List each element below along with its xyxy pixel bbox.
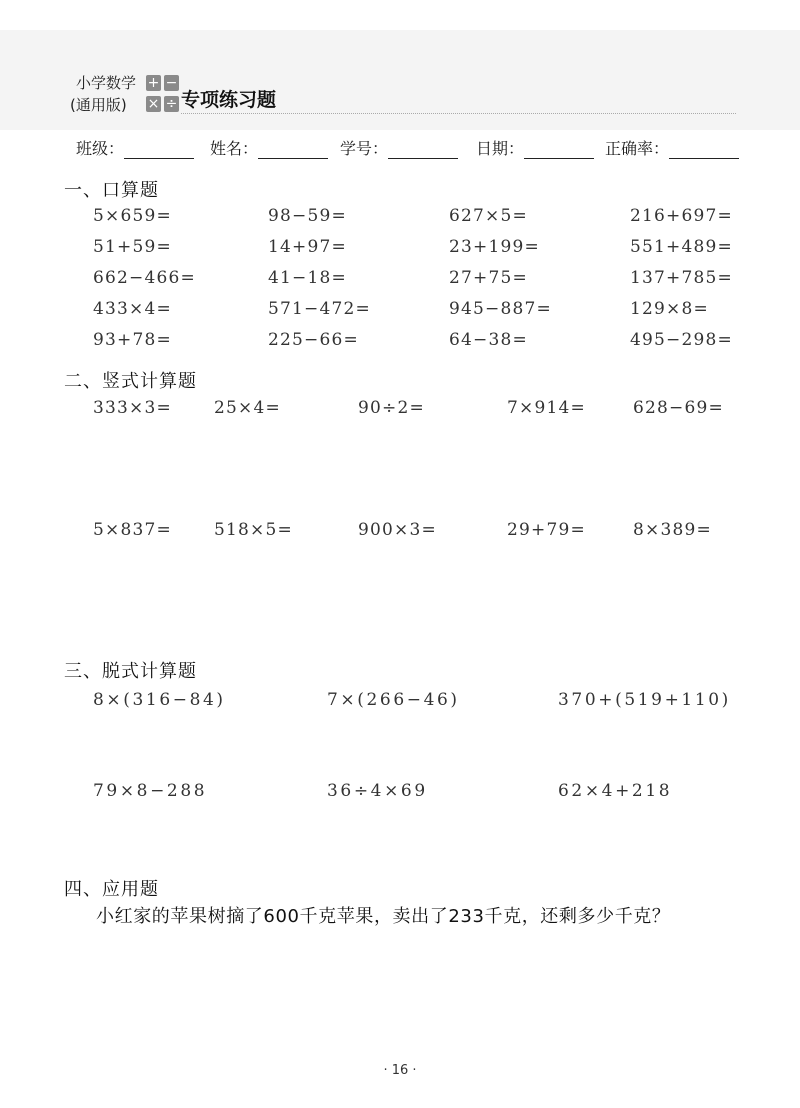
- oral-problem: 627×5=: [449, 206, 528, 226]
- section-heading-word: 四、应用题: [64, 879, 159, 900]
- oral-problem: 225−66=: [268, 330, 359, 350]
- header-divider: [181, 113, 736, 114]
- accuracy-label: 正确率：: [605, 139, 670, 158]
- oral-problem: 93+78=: [93, 330, 172, 350]
- vertical-problem: 518×5=: [214, 520, 293, 540]
- student-info-row: [0, 136, 800, 158]
- vertical-problem: 25×4=: [214, 398, 281, 418]
- vertical-problem: 7×914=: [507, 398, 586, 418]
- section-heading-oral: 一、口算题: [64, 180, 159, 201]
- section-heading-vertical: 二、竖式计算题: [64, 371, 197, 392]
- oral-problem: 14+97=: [268, 237, 347, 257]
- oral-problem: 5×659=: [93, 206, 172, 226]
- oral-problem: 41−18=: [268, 268, 347, 288]
- student-id-blank[interactable]: [388, 142, 458, 159]
- brand-subtitle: (通用版): [70, 96, 127, 114]
- oral-problem: 98−59=: [268, 206, 347, 226]
- series-title: 专项练习题: [181, 89, 277, 111]
- vertical-problem: 29+79=: [507, 520, 586, 540]
- oral-problem: 23+199=: [449, 237, 540, 257]
- operator-icons: [146, 75, 180, 115]
- oral-problem: 137+785=: [630, 268, 733, 288]
- class-blank[interactable]: [124, 142, 194, 159]
- vertical-problem: 333×3=: [93, 398, 172, 418]
- class-label: 班级：: [76, 139, 125, 158]
- stepwise-problem: 7×(266−46): [327, 690, 460, 710]
- brand-title: 小学数学: [76, 74, 137, 92]
- oral-problem: 571−472=: [268, 299, 371, 319]
- oral-problem: 27+75=: [449, 268, 528, 288]
- student-id-field[interactable]: [340, 136, 458, 159]
- vertical-problem: 900×3=: [358, 520, 437, 540]
- oral-problem: 433×4=: [93, 299, 172, 319]
- vertical-problem: 628−69=: [633, 398, 724, 418]
- vertical-problem: 5×837=: [93, 520, 172, 540]
- page-number: · 16 ·: [383, 1063, 417, 1078]
- multiply-icon: ×: [147, 96, 160, 112]
- minus-icon: −: [165, 75, 178, 91]
- oral-problem: 51+59=: [93, 237, 172, 257]
- oral-problem: 216+697=: [630, 206, 733, 226]
- stepwise-problem: 8×(316−84): [93, 690, 226, 710]
- stepwise-problem: 79×8−288: [93, 781, 208, 801]
- oral-problem: 551+489=: [630, 237, 733, 257]
- oral-problem: 64−38=: [449, 330, 528, 350]
- stepwise-problem: 62×4+218: [558, 781, 673, 801]
- word-problem-text: 小红家的苹果树摘了600千克苹果，卖出了233千克，还剩多少千克？: [96, 906, 671, 927]
- oral-problem: 945−887=: [449, 299, 552, 319]
- date-blank[interactable]: [524, 142, 594, 159]
- divide-icon: ÷: [165, 96, 178, 112]
- student-id-label: 学号：: [340, 139, 389, 158]
- plus-icon: +: [147, 75, 160, 91]
- accuracy-blank[interactable]: [669, 142, 739, 159]
- name-field[interactable]: [210, 136, 328, 159]
- oral-problem: 662−466=: [93, 268, 196, 288]
- name-blank[interactable]: [258, 142, 328, 159]
- vertical-problem: 90÷2=: [358, 398, 425, 418]
- accuracy-field[interactable]: [605, 136, 739, 159]
- oral-problem: 129×8=: [630, 299, 709, 319]
- date-field[interactable]: [476, 136, 594, 159]
- vertical-problem: 8×389=: [633, 520, 712, 540]
- oral-problem: 495−298=: [630, 330, 733, 350]
- class-field[interactable]: [76, 136, 194, 159]
- date-label: 日期：: [476, 139, 525, 158]
- stepwise-problem: 370+(519+110): [558, 690, 731, 710]
- stepwise-problem: 36÷4×69: [327, 781, 428, 801]
- section-heading-stepwise: 三、脱式计算题: [64, 661, 197, 682]
- name-label: 姓名：: [210, 139, 259, 158]
